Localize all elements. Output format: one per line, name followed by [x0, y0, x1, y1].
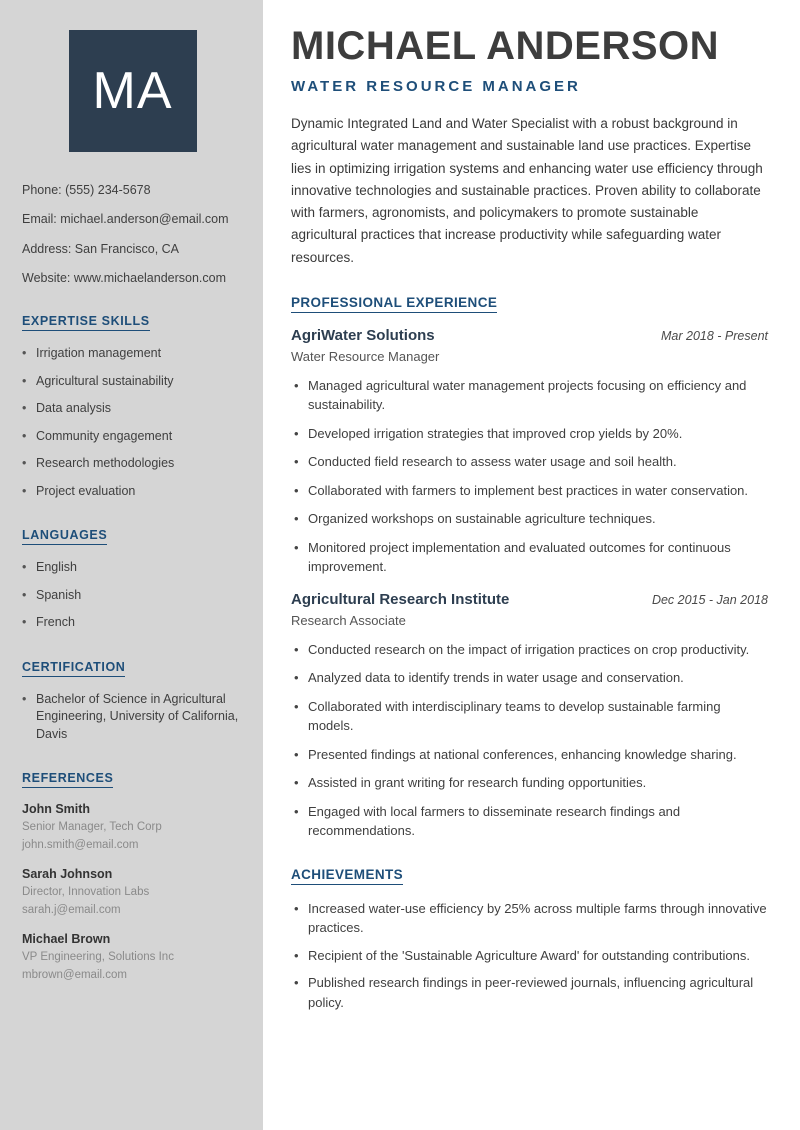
reference-entry [22, 802, 243, 853]
company-name: AgriWater Solutions [291, 326, 435, 344]
job-bullet: • Engaged with local farmers to disseminate research findings and recommendations. [291, 802, 768, 841]
achievements-heading-text: ACHIEVEMENTS [291, 867, 403, 885]
reference-email: sarah.j@email.com [22, 903, 121, 916]
contact-email: Email: michael.anderson@email.com [22, 212, 229, 227]
achievement-item: • Published research findings in peer-reviewed journals, influencing agricultural policy. [291, 973, 768, 1012]
reference-email: john.smith@email.com [22, 838, 139, 851]
language-item: • Spanish [22, 587, 243, 605]
reference-title: VP Engineering, Solutions Inc [22, 950, 174, 963]
skill-item: • Research methodologies [22, 455, 243, 473]
contact-address: Address: San Francisco, CA [22, 241, 180, 256]
skills-heading-text: EXPERTISE SKILLS [22, 314, 150, 331]
sidebar [0, 0, 263, 1130]
job-bullet-list [291, 640, 768, 841]
job-header [291, 591, 768, 608]
certification-heading [22, 660, 243, 677]
languages-heading [22, 528, 243, 545]
job-bullet: • Monitored project implementation and evaluated outcomes for continuous improvement. [291, 538, 768, 577]
achievements-heading [291, 867, 768, 885]
job-bullet: • Conducted field research to assess water usage and soil health. [291, 452, 768, 472]
achievement-item: • Recipient of the 'Sustainable Agriculture Award' for outstanding contributions. [291, 946, 768, 966]
contact-website: Website: www.michaelanderson.com [22, 270, 227, 285]
skill-item: • Irrigation management [22, 345, 243, 363]
job-bullet: • Organized workshops on sustainable agriculture techniques. [291, 509, 768, 529]
job-bullet: • Presented findings at national conferences, enhancing knowledge sharing. [291, 745, 768, 765]
summary-paragraph: Dynamic Integrated Land and Water Specialist with a robust background in agricultural water management and sustainable land use practices. Expertise lies in optimizing irrigation systems and enhancing water use efficiency through innovative technologies and sustainable practices. Proven ability to collaborate with farmers, agronomists, and policymakers to promote sustainable agricultural practices that increase productivity while safeguarding water resources. [291, 116, 763, 265]
candidate-job-title: WATER RESOURCE MANAGER [291, 78, 581, 95]
languages-list [22, 559, 243, 632]
job-role: Research Associate [291, 612, 406, 628]
reference-email: mbrown@email.com [22, 968, 127, 981]
languages-heading-text: LANGUAGES [22, 528, 107, 545]
job-header [291, 327, 768, 344]
job-bullet: • Conducted research on the impact of irrigation practices on crop productivity. [291, 640, 768, 660]
certification-item: • Bachelor of Science in Agricultural Engineering, University of California, Davis [22, 691, 243, 744]
job-role: Water Resource Manager [291, 348, 440, 364]
certification-list [22, 691, 243, 744]
skill-item: • Agricultural sustainability [22, 373, 243, 391]
job-dates: Dec 2015 - Jan 2018 [651, 592, 768, 607]
reference-title: Director, Innovation Labs [22, 885, 150, 898]
experience-heading [291, 295, 768, 313]
company-name: Agricultural Research Institute [291, 590, 510, 608]
references-heading-text: REFERENCES [22, 771, 113, 788]
skill-item: • Project evaluation [22, 483, 243, 501]
contact-phone: Phone: (555) 234-5678 [22, 183, 151, 197]
job-bullet: • Managed agricultural water management projects focusing on efficiency and sustainability. [291, 376, 768, 415]
reference-entry [22, 932, 243, 983]
candidate-name: MICHAEL ANDERSON [291, 24, 720, 68]
main-content [263, 0, 800, 1130]
job-dates: Mar 2018 - Present [661, 328, 768, 343]
experience-heading-text: PROFESSIONAL EXPERIENCE [291, 295, 497, 313]
skills-list [22, 345, 243, 500]
reference-entry [22, 867, 243, 918]
achievement-item: • Increased water-use efficiency by 25% across multiple farms through innovative practices. [291, 899, 768, 938]
reference-name: John Smith [22, 802, 91, 816]
experience-entry [291, 591, 768, 841]
reference-name: Sarah Johnson [22, 866, 113, 881]
skills-heading [22, 314, 243, 331]
job-bullet: • Collaborated with interdisciplinary teams to develop sustainable farming models. [291, 697, 768, 736]
achievements-list [291, 899, 768, 1013]
monogram-initials: MA [92, 62, 173, 120]
reference-name: Michael Brown [22, 931, 111, 946]
references-heading [22, 771, 243, 788]
contact-info [22, 182, 243, 286]
job-bullet-list [291, 376, 768, 577]
skill-item: • Community engagement [22, 428, 243, 446]
language-item: • French [22, 614, 243, 632]
skill-item: • Data analysis [22, 400, 243, 418]
job-bullet: • Analyzed data to identify trends in water usage and conservation. [291, 668, 768, 688]
certification-heading-text: CERTIFICATION [22, 660, 125, 677]
monogram-badge [69, 30, 197, 152]
job-bullet: • Developed irrigation strategies that improved crop yields by 20%. [291, 424, 768, 444]
job-bullet: • Collaborated with farmers to implement best practices in water conservation. [291, 481, 768, 501]
reference-title: Senior Manager, Tech Corp [22, 821, 162, 833]
experience-entry [291, 327, 768, 577]
language-item: • English [22, 559, 243, 577]
job-bullet: • Assisted in grant writing for research funding opportunities. [291, 773, 768, 793]
